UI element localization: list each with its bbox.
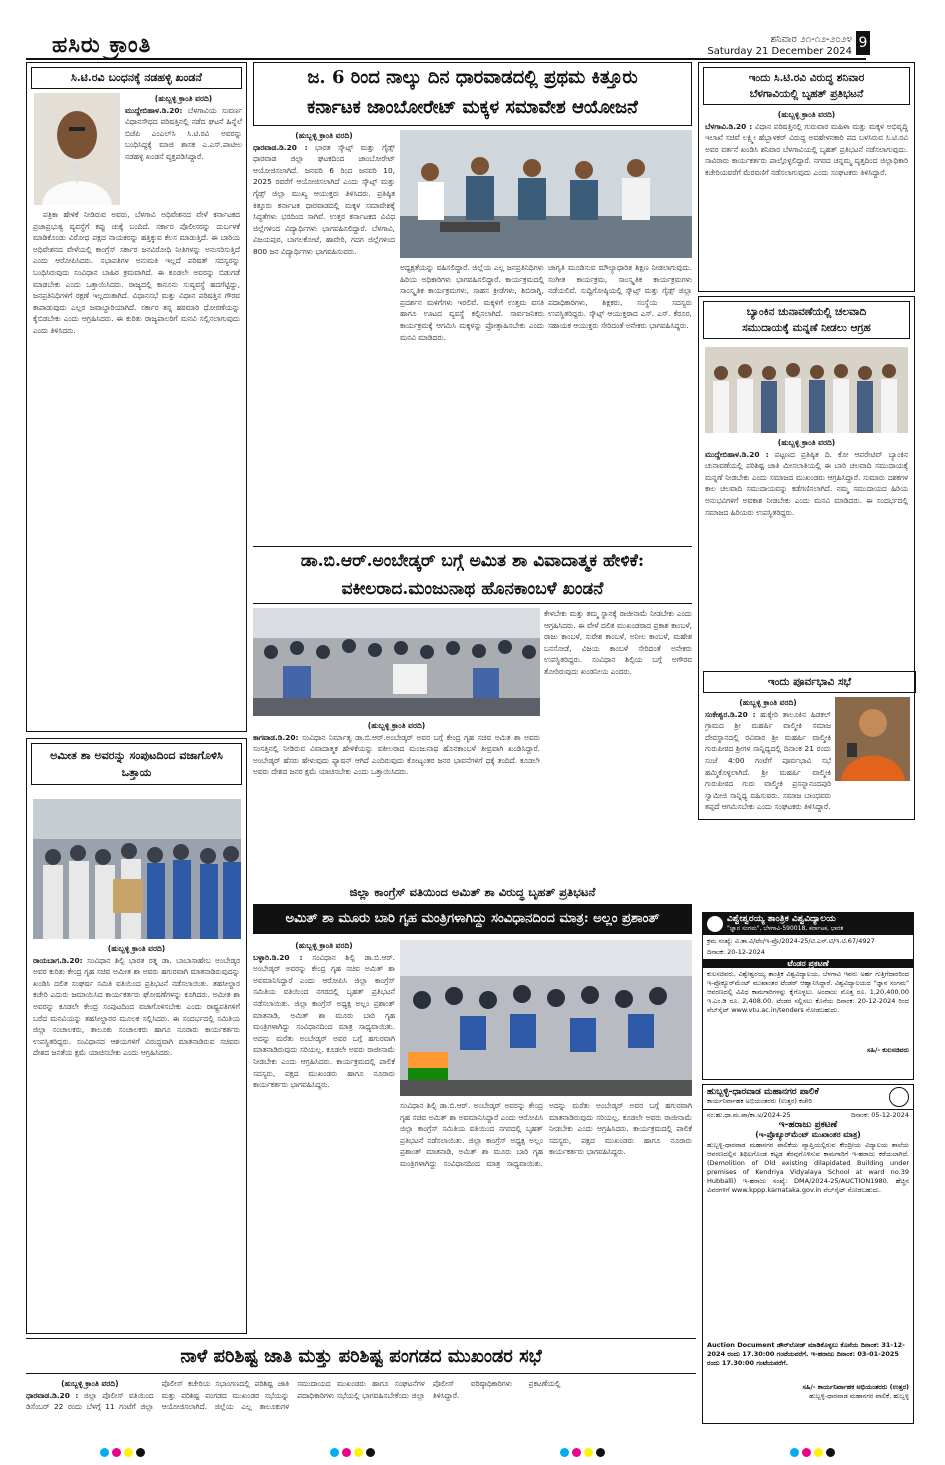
right-story-1-body — [699, 109, 914, 287]
bellary-protest-photo — [400, 940, 692, 1096]
right-story-3-dateline: ಸಂಕೇಶ್ವರ.ಡಿ.20 : — [705, 709, 756, 719]
masthead-date — [707, 34, 852, 58]
hdmc-name: ಹುಬ್ಬಳ್ಳಿ-ಧಾರವಾಡ ಮಹಾನಗರ ಪಾಲಿಕೆ — [707, 1087, 819, 1097]
cyan-dot-icon — [330, 1448, 339, 1457]
left-story — [26, 62, 247, 732]
crowd-photo-icon — [33, 799, 241, 939]
right-story-3-headline: ಇಂದು ಪೂರ್ವಭಾವಿ ಸಭೆ — [703, 671, 916, 693]
jamboree-press-photo — [400, 130, 692, 258]
left-story-headline: ಸಿ.ಟಿ.ರವಿ ಬಂಧನಕ್ಕೆ ನಡಹಳ್ಳಿ ಖಂಡನೆ — [31, 67, 242, 89]
hdmc-auction-dates: Auction Document ಡೌನ್‌ಲೋಡ್ ಮಾಡಿಕೊಳ್ಳಲು ಕೊನೆಯ ದಿನಾಂಕ: 31-12-2024 ರಂದು 17.30:00 ಗಂಟೆಯವರೆಗೆ. ಇ-ಹರಾಜು ದಿನಾಂಕ: 03-01-2025 ರಂದು 17.30:00 ಗಂಟೆಯವರೆಗೆ. — [707, 1341, 905, 1367]
top-story-col-1 — [253, 130, 395, 542]
congress-story-cont-text: ಸಂವಿಧಾನ ಶಿಲ್ಪಿ ಡಾ.ಬಿ.ಆರ್. ಅಂಬೇಡ್ಕರ್ ಅವರನ್ನು ಕೇಂದ್ರ ಗೃಹ ಸಚಿವ ಅಮಿತ್ ಶಾ ಅವಮಾನಿಸಿದ್ದಾರೆ ಎಂದು ಆರೋಪಿಸಿ ಜಿಲ್ಲಾ ಕಾಂಗ್ರೆಸ್ ಸಮಿತಿಯ ವತಿಯಿಂದ ನಗರದಲ್ಲಿ ಬೃಹತ್ ಪ್ರತಿಭಟನೆ ನಡೆಸಲಾಯಿತು. ಜಿಲ್ಲಾ ಕಾಂಗ್ರೆಸ್ ಅಧ್ಯಕ್ಷ ಅಲ್ಲಂ ಪ್ರಶಾಂತ್ ಮಾತನಾಡಿ, ಅಮಿತ್ ಶಾ ಮೂರು ಬಾರಿ ಗೃಹ ಮಂತ್ರಿಗಳಾಗಿದ್ದು ಸಂವಿಧಾನದಿಂದ ಮಾತ್ರ ಸಾಧ್ಯವಾಯಿತು. ಅದನ್ನು ಮರೆತು ಅಂಬೇಡ್ಕರ್ ಅವರ ಬಗ್ಗೆ ಹಗುರವಾಗಿ ಮಾತನಾಡಿರುವುದು ಸರಿಯಲ್ಲ. ಕೂಡಲೇ ಅವರು ರಾಜೀನಾಮೆ ನೀಡಬೇಕು ಎಂದು ಆಗ್ರಹಿಸಿದರು. ಕಾರ್ಯಕ್ರಮದಲ್ಲಿ ಪಾಲಿಕೆ ಸದಸ್ಯರು, ಪಕ್ಷದ ಮುಖಂಡರು ಹಾಗೂ ನೂರಾರು ಕಾರ್ಯಕರ್ತರು ಭಾಗವಹಿಸಿದ್ದರು. — [400, 1101, 692, 1168]
raybag-protest-photo — [33, 799, 241, 939]
group-photo-icon — [705, 347, 908, 433]
congress-story-cont — [400, 1100, 692, 1332]
protest-crowd-icon — [253, 608, 540, 716]
top-story-col-2 — [400, 262, 544, 542]
congress-tagline: ಜಿಲ್ಲಾ ಕಾಂಗ್ರೆಸ್ ವತಿಯಿಂದ ಅಮಿತ್ ಶಾ ವಿರುದ್ಧ ಬೃಹತ್ ಪ್ರತಿಭಟನೆ — [349, 885, 596, 899]
yellow-dot-icon — [124, 1448, 133, 1457]
middle-story-headline-box — [253, 546, 692, 604]
vtu-logo-icon — [707, 916, 723, 932]
left-story-2-dateline: ರಾಯಬಾಗ.ಡಿ.20: — [33, 955, 83, 965]
congress-story-body-text: ಸಂವಿಧಾನ ಶಿಲ್ಪಿ ಡಾ.ಬಿ.ಆರ್. ಅಂಬೇಡ್ಕರ್ ಅವರನ್ನು ಕೇಂದ್ರ ಗೃಹ ಸಚಿವ ಅಮಿತ್ ಶಾ ಅವಮಾನಿಸಿದ್ದಾರೆ ಎಂದು ಆರೋಪಿಸಿ ಜಿಲ್ಲಾ ಕಾಂಗ್ರೆಸ್ ಸಮಿತಿಯ ವತಿಯಿಂದ ನಗರದಲ್ಲಿ ಬೃಹತ್ ಪ್ರತಿಭಟನೆ ನಡೆಸಲಾಯಿತು. ಜಿಲ್ಲಾ ಕಾಂಗ್ರೆಸ್ ಅಧ್ಯಕ್ಷ ಅಲ್ಲಂ ಪ್ರಶಾಂತ್ ಮಾತನಾಡಿ, ಅಮಿತ್ ಶಾ ಮೂರು ಬಾರಿ ಗೃಹ ಮಂತ್ರಿಗಳಾಗಿದ್ದು ಸಂವಿಧಾನದಿಂದ ಮಾತ್ರ ಸಾಧ್ಯವಾಯಿತು. ಅದನ್ನು ಮರೆತು ಅಂಬೇಡ್ಕರ್ ಅವರ ಬಗ್ಗೆ ಹಗುರವಾಗಿ ಮಾತನಾಡಿರುವುದು ಸರಿಯಲ್ಲ. ಕೂಡಲೇ ಅವರು ರಾಜೀನಾಮೆ ನೀಡಬೇಕು ಎಂದು ಆಗ್ರಹಿಸಿದರು. ಕಾರ್ಯಕ್ರಮದಲ್ಲಿ ಪಾಲಿಕೆ ಸದಸ್ಯರು, ಪಕ್ಷದ ಮುಖಂಡರು ಹಾಗೂ ನೂರಾರು ಕಾರ್ಯಕರ್ತರು ಭಾಗವಹಿಸಿದ್ದರು. — [253, 952, 395, 1090]
hdmc-ref: ನಂ:ಹು.ಧಾ.ಮ.ಪಾ/ಕಾ.ಅ/2024-25 — [707, 1111, 791, 1119]
top-story-headline-2: ಕರ್ನಾಟಕ ಜಾಂಬೋರೇಟ್ ಮಕ್ಕಳ ಸಮಾವೇಶ ಆಯೋಜನೆ — [307, 97, 638, 118]
right-story-2-headline-2: ಸಮುದಾಯಕ್ಕೆ ಮನ್ನಣೆ ನೀಡಲು ಆಗ್ರಹ — [742, 322, 871, 334]
vtu-address: "ಜ್ಞಾನ ಸಂಗಮ", ಬೆಳಗಾವಿ-590018, ಕರ್ನಾಟಕ, ಭಾರತ — [727, 925, 844, 932]
right-story-2-credit: (ಹುಬ್ಬಳ್ಳಿ ಕ್ರಾಂತಿ ವರದಿ) — [777, 438, 836, 447]
registration-dots-4 — [790, 1442, 838, 1461]
vtu-sign: ಸಹಿ/- ಕುಲಸಚಿವರು — [867, 1046, 909, 1054]
congress-headline-bar — [253, 904, 692, 934]
right-story-2-dateline: ಮುದ್ದೇಬಿಹಾಳ.ಡಿ.20 : — [705, 449, 769, 459]
right-story-3-body — [705, 697, 831, 815]
vtu-body: ಕುಲಸಚಿವರು, ವಿಶ್ವೇಶ್ವರಯ್ಯ ತಾಂತ್ರಿಕ ವಿಶ್ವವಿದ್ಯಾಲಯ, ಬೆಳಗಾವಿ ಇವರು ಅರ್ಹ ಗುತ್ತಿಗೆದಾರರಿಂದ ಇ-ಪ್ರೊಕ್ಯೂರ್‌ಮೆಂಟ್ ಮುಖಾಂತರ ಟೆಂಡರ್ ಆಹ್ವಾನಿಸಿದ್ದಾರೆ. ವಿಶ್ವವಿದ್ಯಾಲಯದ "ಜ್ಞಾನ ಸಂಗಮ" ಆವರಣದಲ್ಲಿ ವಿವಿಧ ಕಾಮಗಾರಿಗಳನ್ನು ಕೈಗೊಳ್ಳಲು. ಅಂದಾಜು ಮೊತ್ತ ರೂ. 1,20,400.00 ಇ.ಎಂ.ಡಿ ರೂ. 2,408.00. ಟೆಂಡರ ಸಲ್ಲಿಸಲು ಕೊನೆಯ ದಿನಾಂಕ: 20-12-2024 ರಿಂದ ವೆಬ್‌ಸೈಟ್ www.vtu.ac.in/tenders ನೋಡಬಹುದು. — [707, 970, 909, 1014]
left-story-credit: (ಹುಬ್ಬಳ್ಳಿ ಕ್ರಾಂತಿ ವರದಿ) — [154, 94, 213, 103]
congress-story-body — [253, 940, 395, 1332]
right-story-1-body-text: ವಿಧಾನ ಪರಿಷತ್ತಿನಲ್ಲಿ ಗುರುವಾರ ಮಹಿಳಾ ಮತ್ತು ಮಕ್ಕಳ ಅಭಿವೃದ್ಧಿ ಇಲಾಖೆ ಸಚಿವೆ ಲಕ್ಷ್ಮೀ ಹೆಬ್ಬಾಳಕರ್ ವಿರುದ್ಧ ಅವಹೇಳನಕಾರಿ ಪದ ಬಳಸಿರುವ ಸಿ.ಟಿ.ರವಿ ಅವರ ವರ್ತನೆ ಖಂಡಿಸಿ ಶನಿವಾರ ಬೆಳಗಾವಿಯಲ್ಲಿ ಬೃಹತ್ ಪ್ರತಿಭಟನೆ ನಡೆಸಲಾಗುವುದು. ಸಾವಿರಾರು ಕಾರ್ಯಕರ್ತರು ಪಾಲ್ಗೊಳ್ಳಲಿದ್ದಾರೆ. ನಗರದ ಚನ್ನಮ್ಮ ವೃತ್ತದಿಂದ ಜಿಲ್ಲಾಧಿಕಾರಿ ಕಚೇರಿಯವರೆಗೆ ಮೆರವಣಿಗೆ ನಡೆಸಲಾಗುವುದು ಎಂದು ಸಂಘಟಕರು ತಿಳಿಸಿದ್ದಾರೆ. — [705, 121, 908, 177]
masthead-title: ಹಸಿರು ಕ್ರಾಂತಿ — [52, 32, 152, 58]
left-story-lead — [125, 93, 242, 205]
middle-story-body-text: ಸಂವಿಧಾನ ನಿರ್ಮಾತೃ ಡಾ.ಬಿ.ಆರ್.ಅಂಬೇಡ್ಕರ್ ಅವರ ಬಗ್ಗೆ ಕೇಂದ್ರ ಗೃಹ ಸಚಿವ ಅಮಿತ ಶಾ ಅವರು ಸಂಸತ್ತಿನಲ್ಲಿ ನೀಡಿರುವ ವಿವಾದಾತ್ಮಕ ಹೇಳಿಕೆಯನ್ನು ವಕೀಲರಾದ ಮಂಜುನಾಥ ಹೊನಕಾಂಬಳೆ ತೀವ್ರವಾಗಿ ಖಂಡಿಸಿದ್ದಾರೆ. ಅಂಬೇಡ್ಕರ್ ಹೆಸರು ಹೇಳುವುದು ಫ್ಯಾಷನ್ ಆಗಿದೆ ಎಂದಿರುವುದು ಕೋಟ್ಯಂತರ ಜನರ ಭಾವನೆಗಳಿಗೆ ಧಕ್ಕೆ ತಂದಿದೆ. ಕೂಡಲೇ ಅವರು ದೇಶದ ಜನರ ಕ್ಷಮೆ ಯಾಚಿಸಬೇಕು ಎಂದು ಒತ್ತಾಯಿಸಿದರು. — [253, 732, 540, 777]
swamiji-photo — [835, 697, 910, 781]
top-story-col-1-text: ಭಾರತ ಸ್ಕೌಟ್ಸ್ ಮತ್ತು ಗೈಡ್ಸ್ ಧಾರವಾಡ ಜಿಲ್ಲಾ ಘಟಕದಿಂದ ಜಾಂಬೋರೇಟ್ ಆಯೋಜಿಸಲಾಗಿದೆ. ಜನವರಿ 6 ರಿಂದ ಜನವರಿ 10, 2025 ರವರೆಗೆ ಆಯೋಜಿಸಲಾಗಿದೆ ಎಂದು ಸ್ಕೌಟ್ಸ್ ಮತ್ತು ಗೈಡ್ಸ್ ಜಿಲ್ಲಾ ಮುಖ್ಯ ಆಯುಕ್ತರು ತಿಳಿಸಿದರು. ಪ್ರತಿಷ್ಠಿತ ಕಿತ್ತೂರು ಕರ್ನಾಟಕ ಧಾರವಾಡದಲ್ಲಿ ಮಕ್ಕಳ ಸಮಾವೇಶಕ್ಕೆ ಸಿದ್ಧತೆಗಳು ಭರದಿಂದ ಸಾಗಿವೆ. ಉತ್ತರ ಕರ್ನಾಟಕದ ವಿವಿಧ ಜಿಲ್ಲೆಗಳಿಂದ ವಿದ್ಯಾರ್ಥಿಗಳು ಭಾಗವಹಿಸಲಿದ್ದಾರೆ. ಬೆಳಗಾವಿ, ವಿಜಯಪುರ, ಬಾಗಲಕೋಟೆ, ಹಾವೇರಿ, ಗದಗ ಜಿಲ್ಲೆಗಳಿಂದ 800 ಜನ ವಿದ್ಯಾರ್ಥಿಗಳು ಭಾಗವಹಿಸುವರು. — [253, 142, 395, 256]
vtu-header — [703, 913, 913, 935]
right-story-2 — [698, 296, 915, 820]
press-meet-icon — [400, 130, 692, 258]
left-story-2 — [26, 738, 247, 1334]
right-story-3-credit: (ಹುಬ್ಬಳ್ಳಿ ಕ್ರಾಂತಿ ವರದಿ) — [739, 698, 797, 707]
top-story-dateline: ಧಾರವಾಡ.ಡಿ.20 : — [253, 142, 308, 152]
hdmc-sign-2: ಹುಬ್ಬಳ್ಳಿ-ಧಾರವಾಡ ಮಹಾನಗರ ಪಾಲಿಕೆ, ಹುಬ್ಬಳ್ಳಿ — [809, 1392, 909, 1400]
congress-story-dateline: ಬಳ್ಳಾರಿ.ಡಿ.20 : — [253, 952, 303, 962]
page-number: 9 — [856, 31, 870, 55]
bottom-story-dateline: ಧಾರವಾಡ.ಡಿ.20 : — [26, 1390, 79, 1400]
congress-story-credit: (ಹುಬ್ಬಳ್ಳಿ ಕ್ರಾಂತಿ ವರದಿ) — [295, 941, 353, 950]
right-story-1-credit: (ಹುಬ್ಬಳ್ಳಿ ಕ್ರಾಂತಿ ವರದಿ) — [777, 110, 836, 119]
middle-story-dateline: ಕಾಗವಾಡ.ಡಿ.20: — [253, 732, 299, 742]
left-story-body — [33, 209, 240, 729]
masthead — [26, 30, 866, 60]
hdmc-title: ಇ-ಹರಾಜು ಪ್ರಕಟಣೆ — [778, 1120, 838, 1130]
bottom-story-body-text: ಜಿಲ್ಲಾ ಪೊಲೀಸ್ ವತಿಯಿಂದ ಡಿಸೆಂಬರ್ 22 ರಂದು ಬೆಳಗ್ಗೆ 11 ಗಂಟೆಗೆ ಜಿಲ್ಲಾ ಪೊಲೀಸ್ ಕಚೇರಿಯ ಸಭಾಂಗಣದಲ್ಲಿ ಪರಿಶಿಷ್ಟ ಜಾತಿ ಮತ್ತು ಪರಿಶಿಷ್ಟ ಪಂಗಡದ ಮುಖಂಡರ ಸಭೆಯನ್ನು ಆಯೋಜಿಸಲಾಗಿದೆ. ಜಿಲ್ಲೆಯ ಎಲ್ಲ ತಾಲೂಕುಗಳ ಸಮುದಾಯದ ಮುಖಂಡರು ಹಾಗೂ ಸಂಘಟನೆಗಳ ಪದಾಧಿಕಾರಿಗಳು ಸಭೆಯಲ್ಲಿ ಭಾಗವಹಿಸಬೇಕೆಂದು ಜಿಲ್ಲಾ ಪೊಲೀಸ್ ವರಿಷ್ಠಾಧಿಕಾರಿಗಳು ಪ್ರಕಟಣೆಯಲ್ಲಿ ತಿಳಿಸಿದ್ದಾರೆ. — [26, 1379, 561, 1412]
bottom-story-headline: ನಾಳೆ ಪರಿಶಿಷ್ಟ ಜಾತಿ ಮತ್ತು ಪರಿಶಿಷ್ಟ ಪಂಗಡದ ಮುಖಂಡರ ಸಭೆ — [180, 1346, 542, 1367]
right-story-1-headline — [703, 67, 910, 105]
left-story-2-body — [33, 943, 240, 1329]
magenta-dot-icon — [342, 1448, 351, 1457]
vtu-ref: ಕ್ರಮ ಸಂಖ್ಯೆ: ವಿ.ತಾ.ವಿ/ಟೆಂ/ಇ-ಪ್ರೊ/2024-25/ಟಿ.ಎಸ್.ಟಿ/ಇ.ಟಿ.67/4927 — [707, 937, 875, 945]
date-english: Saturday 21 December 2024 — [707, 46, 852, 57]
right-story-3-body-text: ಹುಕ್ಕೇರಿ ತಾಲೂಕಿನ ಹಿಡಕಲ್ ಗ್ರಾಮದ ಶ್ರೀ ಮಹರ್ಷಿ ವಾಲ್ಮೀಕಿ ಸಮಾಜ ದೇವಸ್ಥಾನದಲ್ಲಿ ರವಿವಾರ ಶ್ರೀ ಮಹರ್ಷಿ ವಾಲ್ಮೀಕಿ ಗುರುಪೀಠದ ಶ್ರೀಗಳ ಸಾನ್ನಿಧ್ಯದಲ್ಲಿ ದಿನಾಂಕ 21 ರಂದು ಸಂಜೆ 4:00 ಗಂಟೆಗೆ ಪೂರ್ವಭಾವಿ ಸಭೆ ಹಮ್ಮಿಕೊಳ್ಳಲಾಗಿದೆ. ಶ್ರೀ ಮಹರ್ಷಿ ವಾಲ್ಮೀಕಿ ಗುರುಪೀಠದ ಗುರು ವಾಲ್ಮೀಕಿ ಪ್ರಸನ್ನಾನಂದಪುರಿ ಸ್ವಾಮೀಜಿ ಸಾನ್ನಿಧ್ಯ ವಹಿಸುವರು. ಸಮಾಜ ಬಾಂಧವರು ತಪ್ಪದೆ ಆಗಮಿಸಬೇಕು ಎಂದು ಸಂಘಟಕರು ತಿಳಿಸಿದ್ದಾರೆ. — [705, 709, 831, 812]
nadahalli-photo — [34, 93, 120, 205]
hdmc-emblem-icon — [889, 1087, 909, 1107]
bottom-story-headline-box — [26, 1338, 696, 1374]
middle-story-right-col — [544, 608, 692, 878]
bottom-story-body — [26, 1378, 696, 1426]
black-dot-icon — [136, 1448, 145, 1457]
left-story-dateline: ಮುದ್ದೇಬಿಹಾಳ.ಡಿ.20: — [125, 105, 183, 115]
registration-dots-2 — [330, 1442, 378, 1461]
hdmc-auction-notice — [702, 1084, 914, 1424]
top-story-col-3-text: ಜಾಗೃತಿ ಮೂಡಿಸುವ ಮೌಲ್ಯಾಧಾರಿತ ಶಿಕ್ಷಣ ನೀಡಲಾಗುವುದು. ಸಂಗೀತ ಕಾರ್ಯಕ್ರಮ, ಸಾಂಸ್ಕೃತಿಕ ಕಾರ್ಯಕ್ರಮಗಳು ನಡೆಯಲಿವೆ. ಸುದ್ದಿಗೋಷ್ಠಿಯಲ್ಲಿ ಸ್ಕೌಟ್ಸ್ ಮತ್ತು ಗೈಡ್ಸ್ ಜಿಲ್ಲಾ ಪದಾಧಿಕಾರಿಗಳು, ಶಿಕ್ಷಕರು, ಸಂಸ್ಥೆಯ ಸದಸ್ಯರು ಉಪಸ್ಥಿತರಿದ್ದರು. ಸ್ಕೌಟ್ಸ್ ಆಯುಕ್ತರಾದ ಎಸ್. ಎಸ್. ಕೆರೂರ, ಸಹಾಯಕ ಆಯುಕ್ತರು ಸೇರಿದಂತೆ ಅನೇಕರು ಭಾಗವಹಿಸಿದ್ದರು. — [548, 263, 692, 330]
top-story-col-3 — [548, 262, 692, 542]
black-dot-icon — [596, 1448, 605, 1457]
middle-story-headline-2: ವಕೀಲರಾದ.ಮಂಜುನಾಥ ಹೊನಕಾಂಬಳೆ ಖಂಡನೆ — [341, 579, 604, 599]
magenta-dot-icon — [572, 1448, 581, 1457]
registration-dots-3 — [560, 1442, 608, 1461]
congress-headline: ಅಮಿತ್ ಶಾ ಮೂರು ಬಾರಿ ಗೃಹ ಮಂತ್ರಿಗಳಾಗಿದ್ದು ಸಂವಿಧಾನದಿಂದ ಮಾತ್ರ: ಅಲ್ಲಂ ಪ್ರಶಾಂತ್ — [285, 911, 660, 926]
chalavadi-meeting-photo — [705, 347, 908, 433]
left-story-2-body-text: ಸಂವಿಧಾನ ಶಿಲ್ಪಿ ಭಾರತ ರತ್ನ ಡಾ. ಬಾಬಾಸಾಹೇಬ ಅಂಬೇಡ್ಕರ ಅವರ ಕುರಿತು ಕೇಂದ್ರ ಗೃಹ ಸಚಿವ ಅಮೀತ ಶಾ ಅವರು ಹಗುರವಾಗಿ ಮಾತನಾಡಿರುವುದನ್ನು ಖಂಡಿಸಿ ದಲಿತ ಸಂಘರ್ಷ ಸಮಿತಿ ವತಿಯಿಂದ ಪ್ರತಿಭಟನೆ ನಡೆಸಲಾಯಿತು. ತಹಸೀಲ್ದಾರ ಕಚೇರಿ ಎದುರು ಜಮಾಯಿಸಿದ ಕಾರ್ಯಕರ್ತರು ಘೋಷಣೆಗಳನ್ನು ಕೂಗಿದರು. ಅಮೀತ ಶಾ ಅವರನ್ನು ಕೂಡಲೇ ಕೇಂದ್ರ ಸಂಪುಟದಿಂದ ವಜಾಗೊಳಿಸಬೇಕು ಎಂದು ರಾಷ್ಟ್ರಪತಿಗಳಿಗೆ ಬರೆದ ಮನವಿಯನ್ನು ತಹಸೀಲ್ದಾರರ ಮೂಲಕ ಸಲ್ಲಿಸಿದರು. ಈ ಸಂದರ್ಭದಲ್ಲಿ ಸಮಿತಿಯ ಜಿಲ್ಲಾ ಸಂಚಾಲಕರು, ತಾಲೂಕು ಸಂಚಾಲಕರು ಹಾಗೂ ನೂರಾರು ಕಾರ್ಯಕರ್ತರು ಉಪಸ್ಥಿತರಿದ್ದರು. ಸಂವಿಧಾನದ ಆಶಯಗಳಿಗೆ ವಿರುದ್ಧವಾಗಿ ಮಾತನಾಡಿರುವ ಸಚಿವರು ದೇಶದ ಜನತೆಯ ಕ್ಷಮೆ ಯಾಚಿಸಬೇಕು ಎಂದು ಆಗ್ರಹಿಸಿದರು. — [33, 955, 240, 1058]
vtu-tender-notice — [702, 912, 914, 1080]
vtu-name: ವಿಶ್ವೇಶ್ವರಯ್ಯ ತಾಂತ್ರಿಕ ವಿಶ್ವವಿದ್ಯಾಲಯ — [727, 914, 836, 924]
registration-dots-1 — [100, 1442, 148, 1461]
top-story-credit: (ಹುಬ್ಬಳ್ಳಿ ಕ್ರಾಂತಿ ವರದಿ) — [295, 131, 353, 140]
portrait-icon — [34, 93, 120, 205]
left-story-2-headline: ಅಮೀತ ಶಾ ಅವರನ್ನು ಸಂಪುಟದಿಂದ ವಜಾಗೊಳಿಸಿ ಒತ್ತಾಯ — [31, 743, 242, 785]
hdmc-office: ಕಾರ್ಯನಿರ್ವಾಹಕ ಅಭಿಯಂತರರು (ಉತ್ತರ) ಕಚೇರಿ — [707, 1097, 812, 1105]
yellow-dot-icon — [584, 1448, 593, 1457]
left-story-lead-text: ಬೆಳಗಾವಿಯ ಸುವರ್ಣ ವಿಧಾನಸೌಧದ ಪರಿಷತ್ತಿನಲ್ಲಿ ನಡೆದ ಘಟನೆ ಹಿನ್ನೆಲೆ ಬಿಜೆಪಿ ಎಂಎಲ್‌ಸಿ ಸಿ.ಟಿ.ರವಿ ಅವರನ್ನು ಬಂಧಿಸಿದ್ದಕ್ಕೆ ಮಾಜಿ ಶಾಸಕ ಎ.ಎಸ್.ಪಾಟೀಲ ನಡಹಳ್ಳಿ ಖಂಡನೆ ವ್ಯಕ್ತಪಡಿಸಿದ್ದಾರೆ. — [125, 105, 242, 161]
middle-story-right-text: ಕೇಳಬೇಕು ಮತ್ತು ತಮ್ಮ ಸ್ಥಾನಕ್ಕೆ ರಾಜೀನಾಮೆ ನೀಡಬೇಕು ಎಂದು ಆಗ್ರಹಿಸಿದರು. ಈ ವೇಳೆ ದಲಿತ ಮುಖಂಡರಾದ ಪ್ರಕಾಶ ಕಾಂಬಳೆ, ರಾಜು ಕಾಂಬಳೆ, ಸುರೇಶ ಕಾಂಬಳೆ, ಅನೀಲ ಕಾಂಬಳೆ, ಮಹೇಶ ಬನಸೋಡೆ, ವಿಜಯ ಕಾಂಬಳೆ ಸೇರಿದಂತೆ ಅನೇಕರು ಉಪಸ್ಥಿತರಿದ್ದರು. ಸಂವಿಧಾನ ಶಿಲ್ಪಿಯ ಬಗ್ಗೆ ಅಗೌರವ ತೋರಿರುವುದು ಖಂಡನೀಯ ಎಂದರು. — [544, 609, 692, 676]
top-story-col-2-text: ಅಧ್ಯಕ್ಷತೆಯನ್ನು ವಹಿಸಲಿದ್ದಾರೆ. ಜಿಲ್ಲೆಯ ಎಲ್ಲ ಜನಪ್ರತಿನಿಧಿಗಳು ಹಿರಿಯ ಅಧಿಕಾರಿಗಳು ಭಾಗವಹಿಸಲಿದ್ದಾರೆ. ಕಾರ್ಯಕ್ರಮದಲ್ಲಿ ಸಾಂಸ್ಕೃತಿಕ ಕಾರ್ಯಕ್ರಮಗಳು, ಸಾಹಸ ಕ್ರೀಡೆಗಳು, ಶಿಬಿರಾಗ್ನಿ, ಪ್ರದರ್ಶನ ಮಳಿಗೆಗಳು ಇರಲಿವೆ. ಮಕ್ಕಳಿಗೆ ಉತ್ತಮ ವಸತಿ ಹಾಗೂ ಊಟದ ವ್ಯವಸ್ಥೆ ಕಲ್ಪಿಸಲಾಗಿದೆ. ಸಾರ್ವಜನಿಕರು ಕಾರ್ಯಕ್ರಮಕ್ಕೆ ಆಗಮಿಸಿ ಮಕ್ಕಳನ್ನು ಪ್ರೋತ್ಸಾಹಿಸಬೇಕು ಎಂದು ಮನವಿ ಮಾಡಿದರು. — [400, 263, 544, 342]
vtu-title: ಟೆಂಡರ ಪ್ರಕಟಣೆ — [703, 959, 913, 968]
hdmc-date: ದಿನಾಂಕ: 05-12-2024 — [851, 1111, 909, 1119]
top-story-headline-1: ಜ. 6 ರಿಂದ ನಾಲ್ಕು ದಿನ ಧಾರವಾಡದಲ್ಲಿ ಪ್ರಥಮ ಕಿತ್ತೂರು — [307, 67, 638, 88]
date-kannada: ಶನಿವಾರ ೨೧-೧೨-೨೦೨೪ — [770, 34, 852, 45]
magenta-dot-icon — [802, 1448, 811, 1457]
top-story-headline-box — [253, 62, 692, 126]
right-story-2-headline-1: ಬ್ಯಾಂಕಿನ ಚುನಾವಣೆಯಲ್ಲಿ ಚಲವಾದಿ — [746, 306, 867, 318]
right-story-1-dateline: ಬೆಳಗಾವಿ.ಡಿ.20 : — [705, 121, 753, 131]
hdmc-subtitle: (ಇ-ಪ್ರೊಕ್ಯೂರ್‌ಮೆಂಟ್ ಮುಖಾಂತರ ಮಾತ್ರ) — [755, 1130, 861, 1139]
right-story-1-headline-1: ಇಂದು ಸಿ.ಟಿ.ರವಿ ವಿರುದ್ಧ ಶನಿವಾರ — [748, 72, 865, 84]
left-story-2-credit: (ಹುಬ್ಬಳ್ಳಿ ಕ್ರಾಂತಿ ವರದಿ) — [107, 944, 166, 953]
hdmc-header — [703, 1085, 913, 1110]
magenta-dot-icon — [112, 1448, 121, 1457]
right-story-2-body-text: ಪಟ್ಟಣದ ಪ್ರತಿಷ್ಠಿತ ದಿ. ಕೋ ಆಪರೇಟಿವ್ ಬ್ಯಾಂಕಿನ ಚುನಾವಣೆಯಲ್ಲಿ ಪರಿಶಿಷ್ಟ ಜಾತಿ ಮೀಸಲಾತಿಯಲ್ಲಿ ಈ ಬಾರಿ ಚಲವಾದಿ ಸಮುದಾಯಕ್ಕೆ ಮನ್ನಣೆ ನೀಡಬೇಕು ಎಂದು ಸಮಾಜದ ಮುಖಂಡರು ಆಗ್ರಹಿಸಿದ್ದಾರೆ. ಸುಮಾರು ದಶಕಗಳ ಕಾಲ ಚಲವಾದಿ ಸಮುದಾಯವನ್ನು ಕಡೆಗಣಿಸಲಾಗಿದೆ. ನಮ್ಮ ಸಮುದಾಯದ ಹಿರಿಯ ಅನುಭವಿಗಳಿಗೆ ಅವಕಾಶ ನೀಡಬೇಕು ಎಂದು ಮನವಿ ಮಾಡಿದರು. ಈ ಸಂದರ್ಭದಲ್ಲಿ ಸಮಾಜದ ಹಿರಿಯರು ಉಪಸ್ಥಿತರಿದ್ದರು. — [705, 449, 908, 517]
swamiji-portrait-icon — [835, 697, 910, 781]
cyan-dot-icon — [790, 1448, 799, 1457]
cyan-dot-icon — [560, 1448, 569, 1457]
congress-protest-icon — [400, 940, 692, 1096]
middle-story-headline-1: ಡಾ.ಬಿ.ಆರ್.ಅಂಬೇಡ್ಕರ್ ಬಗ್ಗೆ ಅಮಿತ ಶಾ ವಿವಾದಾತ್ಮಕ ಹೇಳಿಕೆ: — [300, 551, 645, 571]
hdmc-body: ಹುಬ್ಬಳ್ಳಿ-ಧಾರವಾಡ ಮಹಾನಗರ ಪಾಲಿಕೆಯ ವ್ಯಾಪ್ತಿಯಲ್ಲಿರುವ ಕೇಂದ್ರೀಯ ವಿದ್ಯಾಲಯ ಶಾಲೆಯ ಆವರಣದಲ್ಲಿನ ಶಿಥಿಲಗೊಂಡ ಕಟ್ಟಡ ತೆರವುಗೊಳಿಸುವ ಕಾಮಗಾರಿಗೆ ಇ-ಹರಾಜು ಕರೆಯಲಾಗಿದೆ. (Demolition of Old existing dilapidated Building under premises of Kendriya Vidyalaya School at ward no.39 Hubballi) ಇ-ಹರಾಜು ಸಂಖ್ಯೆ: DMA/2024-25/AUCTION1980. ಹೆಚ್ಚಿನ ವಿವರಗಳಿಗೆ www.kppp.karnataka.gov.in ವೆಬ್‌ಸೈಟ್ ನೋಡಬಹುದು. — [707, 1141, 909, 1194]
middle-story-body — [253, 720, 540, 878]
black-dot-icon — [826, 1448, 835, 1457]
cyan-dot-icon — [100, 1448, 109, 1457]
bottom-story-credit: (ಹುಬ್ಬಳ್ಳಿ ಕ್ರಾಂತಿ ವರದಿ) — [61, 1379, 119, 1388]
left-story-body-text: ಪತ್ರಿಕಾ ಹೇಳಿಕೆ ನೀಡಿರುವ ಅವರು, ಬೆಳಗಾವಿ ಅಧಿವೇಶನದ ವೇಳೆ ಕರ್ನಾಟಕದ ಪ್ರಜಾಪ್ರಭುತ್ವ ವ್ಯವಸ್ಥೆಗೆ ಕಪ್ಪು ಚುಕ್ಕೆ ಬಂದಿದೆ. ಸರ್ಕಾರ ಪೊಲೀಸರನ್ನು ದುರ್ಬಳಕೆ ಮಾಡಿಕೊಂಡು ವಿರೋಧ ಪಕ್ಷದ ನಾಯಕರನ್ನು ಹತ್ತಿಕ್ಕುವ ಕೆಲಸ ಮಾಡುತ್ತಿದೆ. ಈ ಬಾರಿಯ ಅಧಿವೇಶನದ ವೇಳೆಯಲ್ಲಿ ಕಾಂಗ್ರೆಸ್ ಸರ್ಕಾರ ಜನವಿರೋಧಿ ನೀತಿಗಳನ್ನು ಅನುಸರಿಸುತ್ತಿದೆ ಎಂದು ಆರೋಪಿಸಿದರು. ಸಭಾಪತಿಗಳ ಅನುಮತಿ ಇಲ್ಲದೆ ಪರಿಷತ್ ಸದಸ್ಯರನ್ನು ಬಂಧಿಸಿರುವುದು ಸಂವಿಧಾನ ಬಾಹಿರ ಕ್ರಮವಾಗಿದೆ. ಈ ಕೂಡಲೇ ಅವರನ್ನು ಬಿಡುಗಡೆ ಮಾಡಬೇಕು ಎಂದು ಒತ್ತಾಯಿಸಿದರು. ರಾಜ್ಯದಲ್ಲಿ ಕಾನೂನು ಸುವ್ಯವಸ್ಥೆ ಹದಗೆಟ್ಟಿದ್ದು, ಜನಪ್ರತಿನಿಧಿಗಳಿಗೆ ರಕ್ಷಣೆ ಇಲ್ಲದಂತಾಗಿದೆ. ವಿಧಾನಸಭೆ ಮತ್ತು ವಿಧಾನ ಪರಿಷತ್ತಿನ ಗೌರವ ಕಾಪಾಡುವುದು ಎಲ್ಲರ ಜವಾಬ್ದಾರಿಯಾಗಿದೆ. ಸರ್ಕಾರ ತನ್ನ ಹಠಮಾರಿ ಧೋರಣೆಯನ್ನು ಕೈಬಿಡಬೇಕು ಎಂದು ಆಗ್ರಹಿಸಿದರು. ಈ ಕುರಿತು ರಾಜ್ಯಪಾಲರಿಗೆ ಮನವಿ ಸಲ್ಲಿಸಲಾಗುವುದು ಎಂದು ತಿಳಿಸಿದರು. — [33, 210, 240, 335]
black-dot-icon — [366, 1448, 375, 1457]
middle-story-credit: (ಹುಬ್ಬಳ್ಳಿ ಕ್ರಾಂತಿ ವರದಿ) — [367, 721, 426, 730]
hdmc-sign: ಸಹಿ/- ಕಾರ್ಯನಿರ್ವಾಹಕ ಅಭಿಯಂತರರು (ಉತ್ತರ) — [802, 1383, 909, 1391]
kagawad-protest-photo — [253, 608, 540, 716]
right-story-2-body — [705, 437, 908, 663]
vtu-date: ದಿನಾಂಕ: 20-12-2024 — [707, 948, 765, 956]
right-story-1-headline-2: ಬೆಳಗಾವಿಯಲ್ಲಿ ಬೃಹತ್ ಪ್ರತಿಭಟನೆ — [749, 88, 864, 100]
yellow-dot-icon — [814, 1448, 823, 1457]
yellow-dot-icon — [354, 1448, 363, 1457]
right-story-1 — [698, 62, 915, 292]
right-story-2-headline — [703, 301, 910, 339]
